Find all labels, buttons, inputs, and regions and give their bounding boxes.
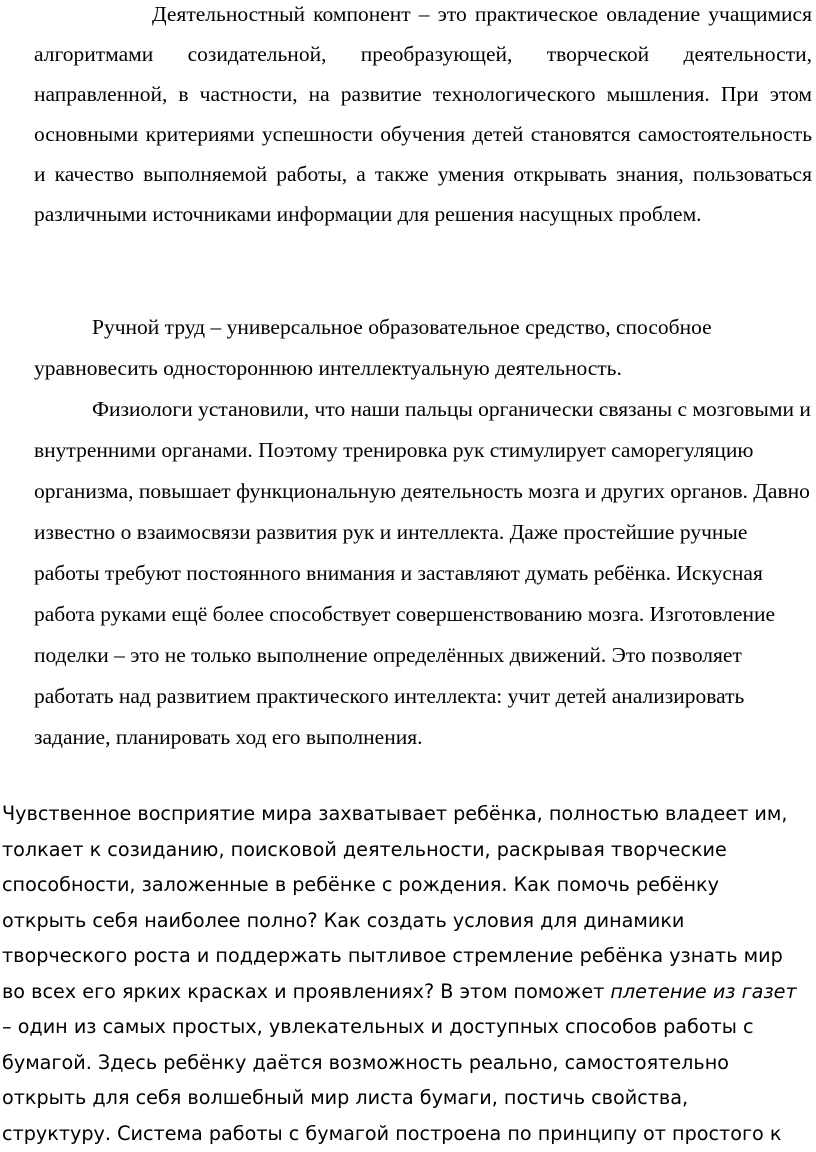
paragraph-activity-component: Деятельностный компонент – это практическое овладение учащимися алгоритмами созидательной, преобразующей, творческой деятельности, направленной, в частности, на развитие технологического мышления. При этом основными критериями успешности обучения детей становятся самостоятельность и качество выполняемой работы, а также умения открывать знания, пользоваться различными источниками информации для решения насущных проблем. xyxy=(34,2,812,226)
paragraph-sensory-perception xyxy=(2,796,802,1151)
paragraph-text-after-emphasis: – один из самых простых, увлекательных и доступных способов работы с бумагой. Здесь ребёнку даётся возможность реально, самостоятельно открыть для себя волшебный мир листа бумаги, постичь свойства, структуру. Система работы с бумагой построена по принципу от простого к xyxy=(2,1015,782,1145)
emphasis-newspaper-weaving: плетение из газет xyxy=(610,979,797,1003)
paragraph-physiologists: Физиологи установили, что наши пальцы органически связаны с мозговыми и внутренними органами. Поэтому тренировка рук стимулирует саморегуляцию организма, повышает функциональную деятельность мозга и других органов. Давно известно о взаимосвязи развития рук и интеллекта. Даже простейшие ручные работы требуют постоянного внимания и заставляют думать ребёнка. Искусная работа руками ещё более способствует совершенствованию мозга. Изготовление поделки – это не только выполнение определённых движений. Это позволяет работать над развитием практического интеллекта: учит детей анализировать задание, планировать ход его выполнения. xyxy=(34,397,811,749)
paragraph-text-before-emphasis: Чувственное восприятие мира захватывает ребёнка, полностью владеет им, толкает к созиданию, поисковой деятельности, раскрывая творческие способности, заложенные в ребёнке с рождения. Как помочь ребёнку открыть себя наиболее полно? Как создать условия для динамики творческого роста и поддержать пытливое стремление ребёнка узнать мир во всех его ярких красках и проявлениях? В этом поможет xyxy=(2,802,788,1003)
paragraph-manual-labor: Ручной труд – универсальное образовательное средство, способное уравновесить одностороннюю интеллектуальную деятельность. xyxy=(34,315,712,380)
